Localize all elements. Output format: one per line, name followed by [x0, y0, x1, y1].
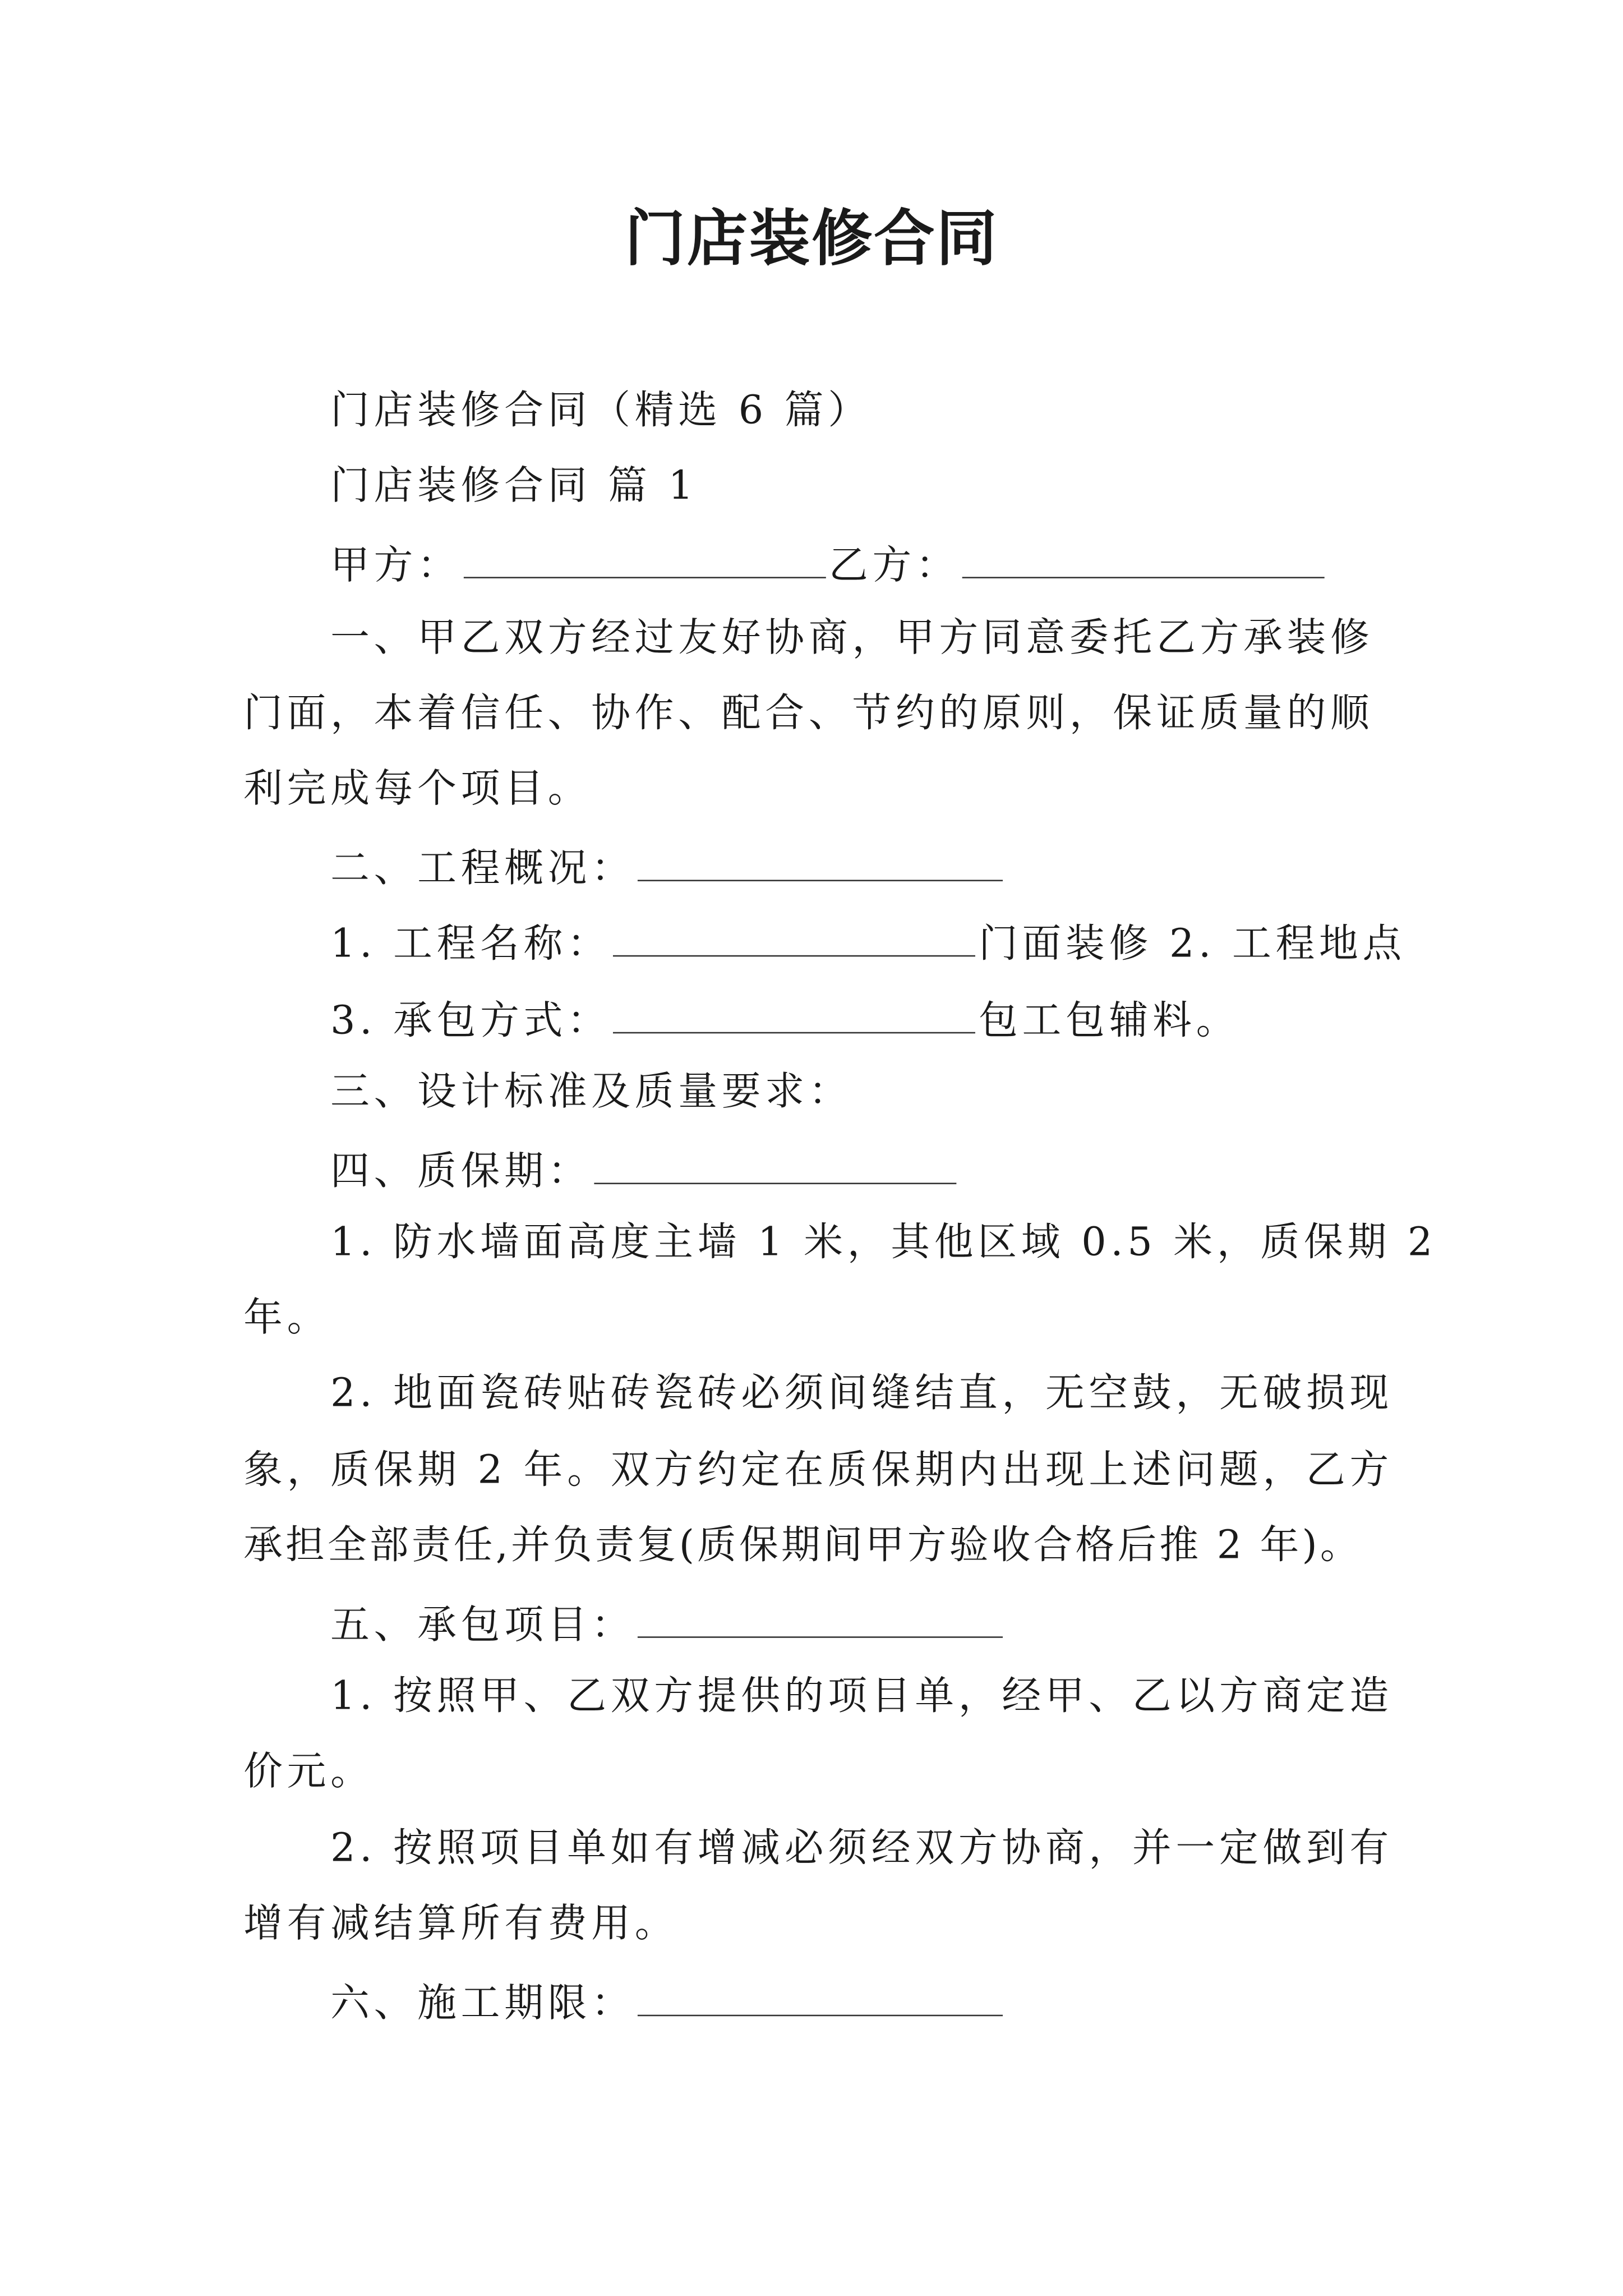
design-standard-line: 三、设计标准及质量要求： — [330, 1069, 852, 1115]
warranty1-line1: 1. 防水墙面高度主墙 1 米，其他区域 0.5 米，质保期 2 — [330, 1220, 1437, 1266]
clause1-line1: 一、甲乙双方经过友好协商，甲方同意委托乙方承装修 — [330, 616, 1374, 661]
party-a-label: 甲方： — [330, 543, 461, 589]
items1-line2: 价元。 — [243, 1749, 374, 1795]
period-blank — [638, 1974, 1003, 2016]
items1-line1: 1. 按照甲、乙双方提供的项目单，经甲、乙以方商定造 — [330, 1674, 1394, 1719]
clause1-line3: 利完成每个项目。 — [243, 766, 592, 812]
warranty-label: 四、质保期： — [330, 1149, 592, 1195]
section-heading: 门店装修合同 篇 1 — [330, 463, 698, 509]
party-b-label: 乙方： — [828, 543, 960, 589]
warranty-blank — [594, 1142, 956, 1184]
document-subtitle: 门店装修合同（精选 6 篇） — [330, 388, 872, 434]
warranty1-line2: 年。 — [243, 1296, 331, 1341]
warranty2-line1: 2. 地面瓷砖贴砖瓷砖必须间缝结直，无空鼓，无破损现 — [330, 1371, 1394, 1416]
contract-mode-blank — [614, 991, 976, 1033]
project-name-blank — [614, 914, 976, 956]
items2-line1: 2. 按照项目单如有增减必须经双方协商，并一定做到有 — [330, 1826, 1394, 1871]
period-label: 六、施工期限： — [330, 1981, 635, 2027]
overview-label: 二、工程概况： — [330, 846, 635, 892]
project-name-line — [330, 914, 1407, 971]
contract-mode-suffix: 包工包辅料。 — [979, 999, 1240, 1044]
party-a-blank — [464, 536, 826, 578]
contract-mode-label: 3. 承包方式： — [330, 999, 611, 1044]
warranty2-line3: 承担全部责任,并负责复(质保期间甲方验收合格后推 2 年)。 — [243, 1523, 1362, 1568]
contract-mode-line — [330, 991, 1403, 1048]
period-line — [330, 1974, 1403, 2031]
warranty2-line2: 象，质保期 2 年。双方约定在质保期内出现上述问题，乙方 — [243, 1448, 1394, 1493]
items-line — [330, 1596, 1403, 1653]
items-label: 五、承包项目： — [330, 1603, 635, 1648]
warranty-line — [330, 1142, 1403, 1199]
project-name-label: 1. 工程名称： — [330, 922, 611, 967]
items-blank — [638, 1596, 1003, 1638]
party-b-blank — [962, 536, 1325, 578]
overview-line — [330, 839, 1403, 896]
project-name-suffix: 门面装修 2. 工程地点 — [979, 922, 1407, 967]
document-title: 门店装修合同 — [624, 203, 999, 274]
parties-line — [330, 536, 1403, 593]
items2-line2: 增有减结算所有费用。 — [243, 1902, 679, 1947]
overview-blank — [638, 839, 1003, 881]
clause1-line2: 门面，本着信任、协作、配合、节约的原则，保证质量的顺 — [243, 691, 1374, 737]
